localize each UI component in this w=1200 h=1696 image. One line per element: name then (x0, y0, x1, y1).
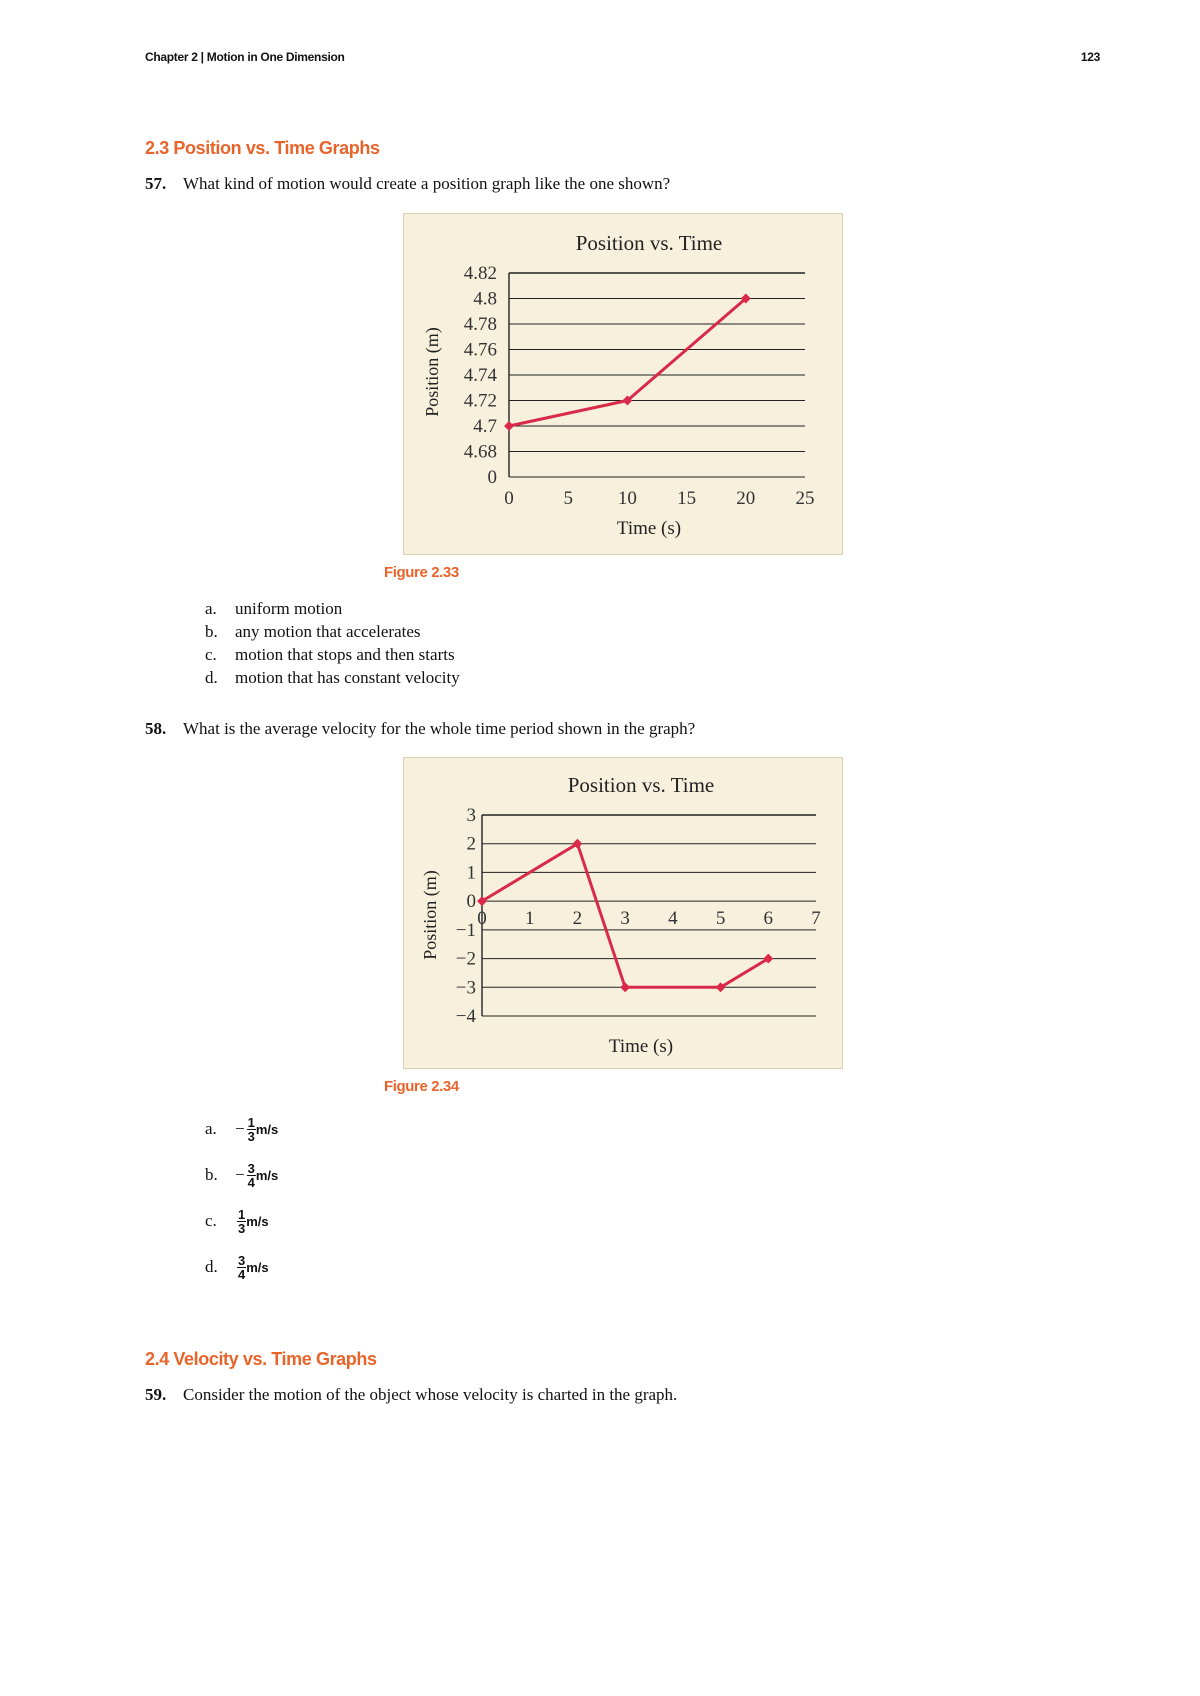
answer-text: motion that has constant velocity (235, 667, 460, 687)
fraction-numerator: 3 (247, 1160, 255, 1176)
section-heading-2-3: 2.3 Position vs. Time Graphs (145, 138, 380, 158)
series-line (509, 299, 746, 427)
x-tick-label: 15 (677, 488, 697, 509)
data-point (620, 982, 630, 992)
x-axis-label: Time (s) (608, 1036, 674, 1057)
y-tick-label: 2 (466, 833, 476, 855)
x-tick-label: 2 (572, 908, 583, 929)
question-number: 57. (145, 174, 167, 193)
fraction-denominator: 3 (247, 1128, 255, 1144)
answer-option-a[interactable] (205, 597, 460, 620)
figure-caption-2-33: Figure 2.33 (384, 564, 459, 581)
chart-title: Position vs. Time (567, 773, 715, 797)
answer-text: any motion that accelerates (235, 621, 421, 641)
answer-option-d[interactable] (205, 1244, 278, 1290)
x-tick-label: 25 (795, 488, 815, 509)
chart-title: Position vs. Time (575, 231, 723, 255)
position-time-chart-1 (404, 214, 842, 554)
x-axis-label: Time (s) (616, 518, 682, 539)
question-text: Consider the motion of the object whose velocity is charted in the graph. (183, 1385, 678, 1404)
answer-list-58 (205, 1106, 278, 1290)
figure-2-34 (403, 757, 843, 1069)
y-tick-label: 3 (466, 805, 476, 826)
answer-letter: a. (205, 598, 217, 618)
position-time-chart-2 (404, 758, 842, 1068)
fraction-numerator: 3 (238, 1252, 246, 1268)
answer-text: uniform motion (235, 598, 343, 618)
question-text: What is the average velocity for the whole time period shown in the graph? (183, 719, 696, 738)
answer-option-a[interactable] (205, 1106, 278, 1152)
question-59 (145, 1385, 677, 1405)
y-axis-label: Position (m) (422, 327, 442, 417)
x-tick-label: 20 (736, 488, 756, 509)
answer-option-c[interactable] (205, 643, 460, 666)
question-text: What kind of motion would create a position graph like the one shown? (183, 174, 671, 193)
answer-fraction (247, 1116, 256, 1143)
fraction-denominator: 3 (238, 1220, 246, 1236)
x-tick-label: 5 (563, 488, 573, 509)
fraction-denominator: 4 (238, 1266, 246, 1282)
answer-option-d[interactable] (205, 666, 460, 689)
x-tick-label: 4 (668, 908, 678, 929)
question-57 (145, 174, 670, 194)
y-tick-label: −3 (455, 977, 476, 999)
x-tick-label: 6 (763, 908, 774, 929)
answer-sign: − (235, 1119, 245, 1138)
answer-letter: d. (205, 667, 218, 687)
question-58 (145, 719, 695, 739)
y-tick-label: 4.7 (473, 416, 497, 437)
answer-fraction (247, 1162, 256, 1189)
answer-fraction (237, 1208, 246, 1235)
answer-letter: c. (205, 644, 217, 664)
y-axis-label: Position (m) (420, 870, 440, 960)
answer-fraction (237, 1254, 246, 1281)
answer-unit: m/s (246, 1213, 269, 1229)
answer-option-b[interactable] (205, 620, 460, 643)
fraction-denominator: 4 (247, 1174, 255, 1190)
y-tick-label: −4 (455, 1006, 476, 1027)
x-tick-label: 0 (504, 488, 514, 509)
y-tick-label: 4.68 (463, 441, 497, 463)
x-tick-label: 3 (620, 908, 630, 929)
y-tick-label: −1 (455, 919, 476, 941)
answer-unit: m/s (255, 1121, 279, 1137)
answer-letter: b. (205, 1165, 218, 1184)
page-number: 123 (1080, 50, 1100, 64)
section-heading-2-4: 2.4 Velocity vs. Time Graphs (145, 1349, 377, 1369)
running-head (145, 50, 1100, 64)
x-tick-label: 10 (617, 488, 637, 509)
figure-caption-2-34: Figure 2.34 (384, 1078, 459, 1095)
x-tick-label: 5 (715, 908, 726, 929)
x-tick-label: 0 (477, 908, 487, 929)
answer-option-c[interactable] (205, 1198, 278, 1244)
y-tick-label: 1 (466, 862, 476, 884)
answer-letter: a. (205, 1119, 217, 1138)
y-tick-label: 0 (466, 891, 476, 913)
y-tick-label: 0 (487, 467, 497, 488)
answer-letter: d. (205, 1257, 218, 1276)
answer-letter: c. (205, 1211, 217, 1230)
answer-letter: b. (205, 621, 218, 641)
x-tick-label: 1 (524, 908, 535, 929)
data-point (504, 421, 514, 431)
figure-2-33 (403, 213, 843, 555)
answer-unit: m/s (255, 1167, 279, 1183)
fraction-numerator: 1 (238, 1206, 246, 1222)
question-number: 58. (145, 719, 167, 738)
question-number: 59. (145, 1385, 167, 1404)
y-tick-label: 4.82 (463, 263, 497, 284)
y-tick-label: 4.74 (463, 365, 497, 386)
answer-list-57 (205, 597, 460, 689)
answer-sign: − (235, 1165, 245, 1184)
x-tick-label: 7 (811, 908, 821, 929)
y-tick-label: −2 (455, 948, 476, 970)
answer-text: motion that stops and then starts (235, 644, 455, 664)
answer-unit: m/s (246, 1259, 269, 1275)
y-tick-label: 4.76 (463, 339, 497, 361)
y-tick-label: 4.72 (463, 390, 497, 412)
fraction-numerator: 1 (247, 1114, 255, 1130)
y-tick-label: 4.78 (463, 314, 497, 335)
y-tick-label: 4.8 (473, 288, 497, 310)
chapter-title: Chapter 2 | Motion in One Dimension (145, 50, 345, 64)
answer-option-b[interactable] (205, 1152, 278, 1198)
